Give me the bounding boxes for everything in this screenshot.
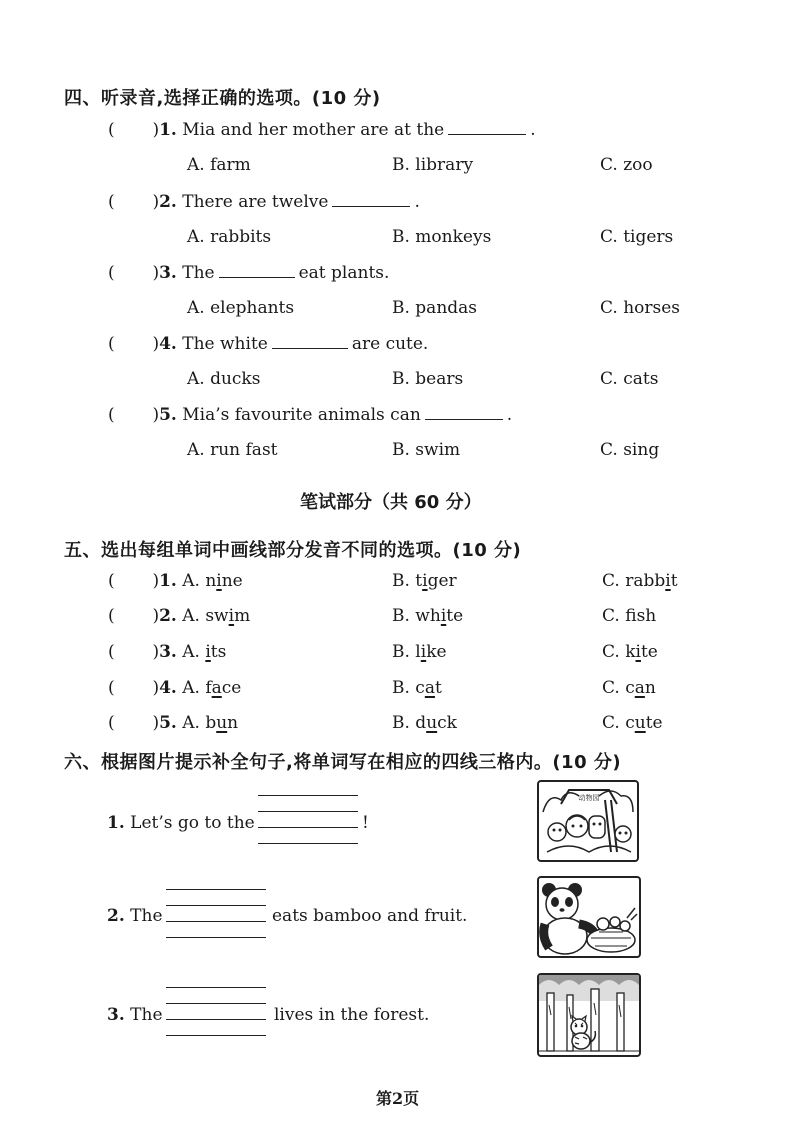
word-part: ck [437,713,457,733]
option-c: C. zoo [600,155,653,175]
answer-blank[interactable] [448,134,526,135]
underlined-letter: a [424,678,435,698]
word-part: te [446,606,464,626]
question-stem-post: . [414,192,420,212]
question-5-5 [108,713,238,733]
word-part: ce [221,678,242,698]
question-stem-pre: The white [182,334,268,354]
option-c: C. sing [600,440,660,460]
answer-blank[interactable] [272,348,348,349]
forest-tiger-picture [537,973,641,1057]
four-line-grid-2[interactable] [166,889,266,941]
question-4-2 [108,192,420,212]
option-b [392,606,463,626]
underlined-letter: i [665,571,671,591]
option-a: A. ducks [187,369,261,389]
written-part-title: 笔试部分（共 60 分） [300,492,482,513]
sentence-post: eats bamboo and fruit. [272,906,468,926]
sentence-pre: Let’s go to the [130,813,255,833]
word-part: ts [210,642,227,662]
sentence-6-1 [107,813,255,833]
question-number: 3. [107,1005,125,1025]
option-c [602,642,658,662]
question-number: 3. [159,263,177,283]
underlined-letter: i [420,642,427,662]
question-number: 3. [159,642,177,662]
answer-blank[interactable] [219,277,295,278]
four-line-grid-3[interactable] [166,987,266,1039]
question-4-5 [108,405,512,425]
word-part: A. [182,642,206,662]
option-a: A. rabbits [187,227,272,247]
answer-bracket[interactable]: ( ) [108,334,160,354]
sentence-pre: The [130,906,163,926]
question-5-3 [108,642,226,662]
zoo-sign-text: 动物园 [578,794,600,802]
word-part: A. b [182,713,217,733]
section-5-title: 五、选出每组单词中画线部分发音不同的选项。(10 分) [64,540,522,561]
option-a: A. run fast [187,440,278,460]
question-stem-post: . [506,405,513,425]
option-b [392,678,442,698]
option-c [602,571,678,591]
option-b: B. bears [392,369,464,389]
sentence-post: lives in the forest. [274,1005,430,1025]
word-part: A. sw [182,606,229,626]
question-number: 5. [159,713,177,733]
word-part: ke [426,642,447,662]
word-part: C. rabb [602,571,666,591]
question-5-1 [108,571,243,591]
word-part: te [640,642,658,662]
underlined-letter: u [216,713,228,733]
underlined-letter: i [216,571,222,591]
underlined-letter: a [634,678,645,698]
word-part: n [644,678,656,698]
word-part: n [227,713,239,733]
word-part: C. c [602,678,635,698]
option-c: C. cats [600,369,659,389]
underlined-letter: i [440,606,447,626]
underlined-letter: u [426,713,438,733]
word-part: C. f [602,606,637,626]
option-c: C. tigers [600,227,674,247]
question-4-4 [108,334,428,354]
word-part: A. n [182,571,217,591]
option-a: A. elephants [187,298,295,318]
option-b: B. library [392,155,474,175]
underlined-letter: i [205,642,211,662]
question-number: 2. [159,606,177,626]
forest-tiger-illustration [539,975,639,1055]
option-a: A. farm [187,155,251,175]
option-c [602,713,663,733]
question-stem-pre: There are twelve [182,192,329,212]
option-b [392,713,457,733]
question-stem-post: . [530,120,536,140]
word-part: B. wh [392,606,441,626]
question-number: 2. [159,192,177,212]
question-stem-post: eat plants. [298,263,390,283]
word-part: C. c [602,713,635,733]
word-part: B. d [392,713,427,733]
underlined-letter: i [635,642,641,662]
section-4-title: 四、听录音,选择正确的选项。(10 分) [64,88,381,109]
answer-bracket[interactable]: ( ) [108,405,160,425]
answer-bracket[interactable]: ( ) [108,713,160,733]
page-number: 第2页 [376,1089,420,1108]
question-number: 1. [159,571,177,591]
word-part: B. c [392,678,425,698]
question-stem-pre: Mia and her mother are at the [182,120,445,140]
option-b [392,571,457,591]
underlined-letter: i [422,571,428,591]
underlined-letter: a [211,678,222,698]
question-number: 2. [107,906,125,926]
question-5-4 [108,678,241,698]
panda-picture [537,876,641,958]
word-part: ger [427,571,457,591]
underlined-letter: i [228,606,235,626]
question-number: 1. [107,813,125,833]
word-part: t [670,571,678,591]
answer-bracket[interactable]: ( ) [108,678,160,698]
word-part: te [645,713,663,733]
question-4-3 [108,263,389,283]
question-number: 4. [159,334,177,354]
question-number: 1. [159,120,177,140]
option-c [602,606,656,626]
sentence-post: ! [362,813,369,833]
option-b: B. swim [392,440,461,460]
sentence-pre: The [130,1005,163,1025]
sentence-6-2 [107,906,163,926]
word-part: m [234,606,251,626]
word-part: sh [636,606,657,626]
word-part: C. k [602,642,636,662]
answer-bracket[interactable]: ( ) [108,120,160,140]
question-stem-pre: The [182,263,215,283]
answer-bracket[interactable]: ( ) [108,571,160,591]
option-c: C. horses [600,298,681,318]
word-part: B. t [392,571,423,591]
word-part: ne [221,571,243,591]
answer-blank[interactable] [425,419,503,420]
underlined-letter: u [634,713,646,733]
answer-bracket[interactable]: ( ) [108,606,160,626]
zoo-illustration [539,782,637,860]
answer-blank[interactable] [332,206,410,207]
sentence-6-3 [107,1005,163,1025]
answer-bracket[interactable]: ( ) [108,642,160,662]
section-6-title: 六、根据图片提示补全句子,将单词写在相应的四线三格内。(10 分) [64,752,622,773]
option-c [602,678,656,698]
answer-bracket[interactable]: ( ) [108,263,160,283]
zoo-picture [537,780,639,862]
question-number: 4. [159,678,177,698]
question-number: 5. [159,405,177,425]
question-5-2 [108,606,250,626]
option-b: B. monkeys [392,227,492,247]
question-stem-pre: Mia’s favourite animals can [182,405,421,425]
word-part: t [434,678,442,698]
option-b: B. pandas [392,298,478,318]
question-4-1 [108,120,536,140]
option-b [392,642,447,662]
question-stem-post: are cute. [351,334,429,354]
panda-illustration [539,878,639,956]
answer-bracket[interactable]: ( ) [108,192,160,212]
word-part: B. l [392,642,421,662]
four-line-grid-1[interactable] [258,795,358,847]
word-part: A. f [182,678,212,698]
